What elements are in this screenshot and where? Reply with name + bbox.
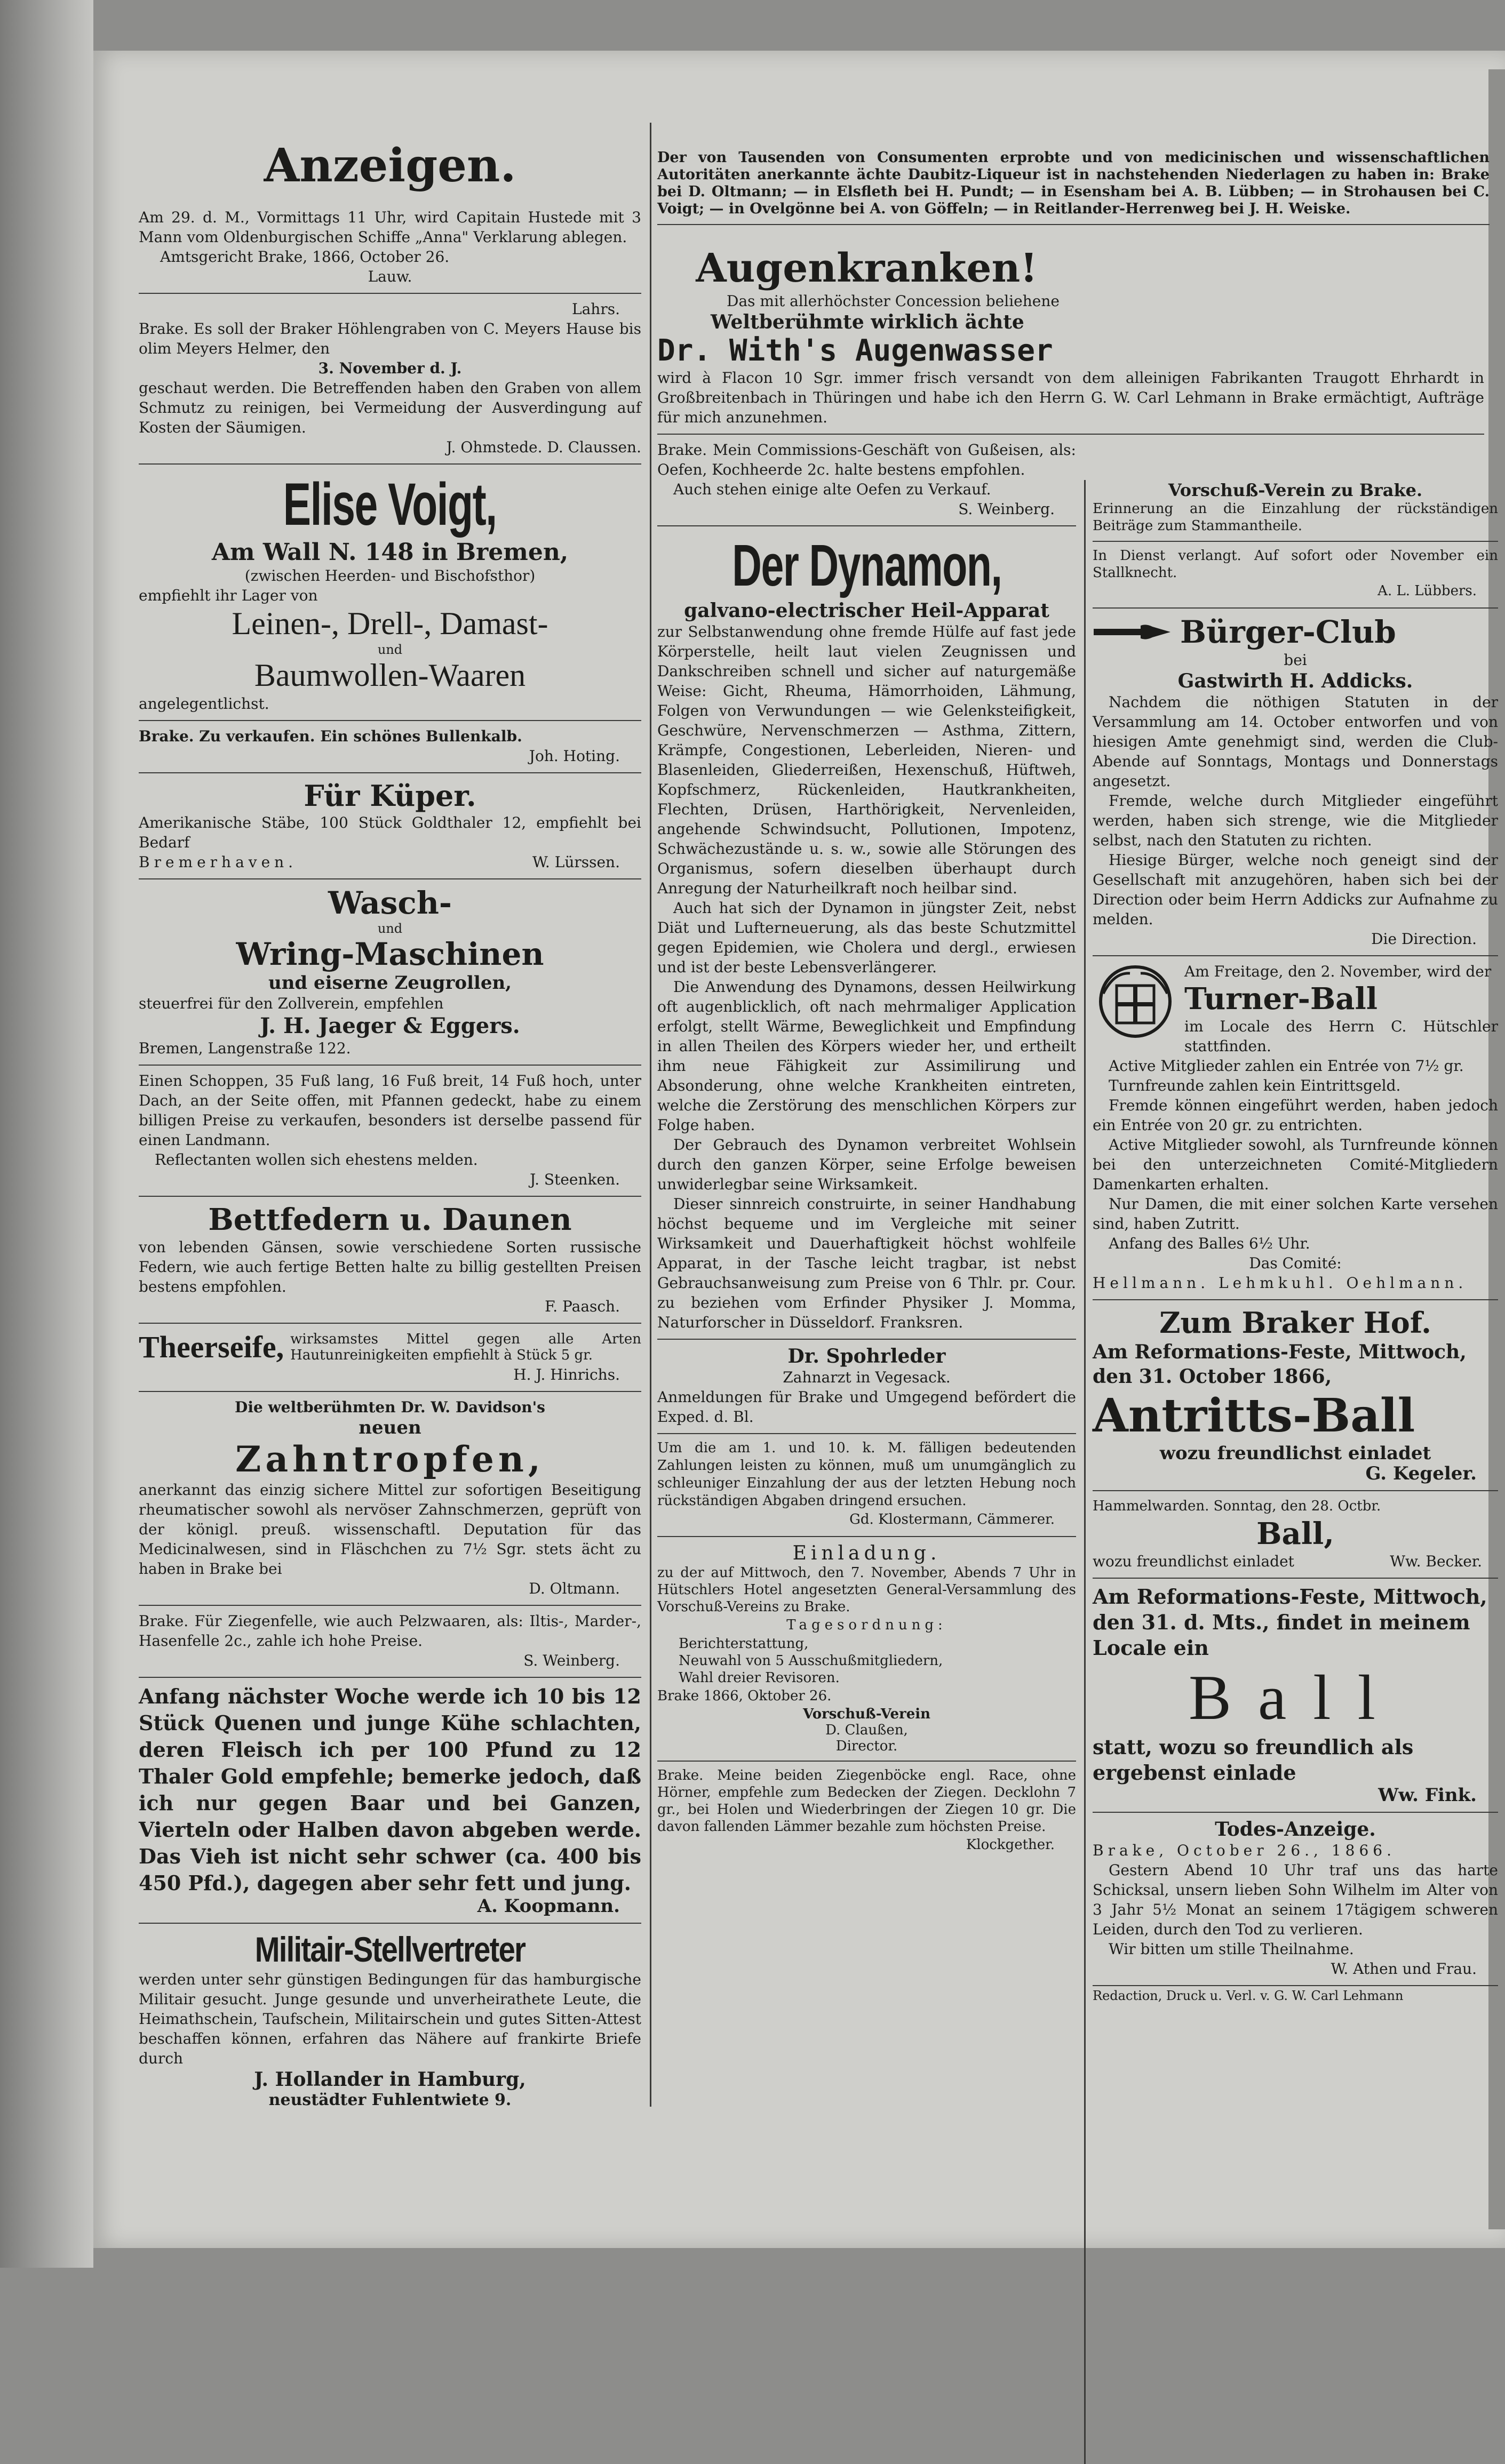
ad-text: Am 29. d. M., Vormittags 11 Uhr, wird Capitain Hustede mit 3 Mann vom Oldenburgischen Schiffe „Anna" Verklarung ablegen. <box>139 209 641 246</box>
ad-heading: Bürger-Club <box>1180 614 1396 650</box>
ad-between: (zwischen Heerden- und Bischofsthor) <box>244 567 536 585</box>
ad-vorschuss-verein <box>1093 475 1498 542</box>
ad-dynamon <box>657 526 1076 1340</box>
ad-signature: Lauw. <box>368 268 412 285</box>
ad-firm: J. Hollander in Hamburg, <box>254 2068 526 2091</box>
ad-signature: Ww. Fink. <box>1378 1785 1477 1806</box>
column-rule-2 <box>1084 480 1086 2464</box>
ad-signature: Die Direction. <box>1371 930 1477 948</box>
ad-buerger-club <box>1093 609 1498 956</box>
ad-heading: Für Küper. <box>304 779 476 813</box>
ad-closing: angelegentlichst. <box>139 695 269 713</box>
ad-text: Brake. Mein Commissions-Geschäft von Gußeisen, als: Oefen, Kochheerde 2c. halte bestens empfohlen. <box>657 441 1076 478</box>
ad-line-4: steuerfrei für den Zollverein, empfehlen <box>139 995 444 1012</box>
ad-line-3: und eiserne Zeugrollen, <box>268 972 512 994</box>
ad-paragraph-3: Turnfreunde zahlen kein Eintrittsgeld. <box>1109 1077 1401 1094</box>
ad-neuen: neuen <box>359 1417 421 1438</box>
column-1 <box>139 80 641 2116</box>
ad-heading: Der Dynamon, <box>731 533 1002 598</box>
ad-heading: Bettfedern u. Daunen <box>208 1202 572 1237</box>
ad-signature: S. Weinberg. <box>958 500 1055 518</box>
ad-paragraph-7: Anfang des Balles 6½ Uhr. <box>1109 1235 1310 1252</box>
ad-place: Bremerhaven. <box>139 853 298 871</box>
ad-text: Amerikanische Stäbe, 100 Stück Goldthaler 12, empfiehlt bei Bedarf <box>139 814 641 851</box>
ad-agenda-item: Berichterstattung, <box>679 1636 809 1652</box>
ad-text-2: Wir bitten um stille Theilnahme. <box>1109 1940 1354 1958</box>
ad-host: Gastwirth H. Addicks. <box>1177 670 1413 692</box>
ad-turner-ball <box>1093 956 1498 1300</box>
ad-line-2: Weltberühmte wirklich ächte <box>711 311 1024 333</box>
ad-role: Director. <box>835 1738 898 1754</box>
ad-waschmaschinen <box>139 879 641 1066</box>
ad-todes-anzeige <box>1093 1813 1498 1986</box>
ad-line-2: Wring-Maschinen <box>236 936 544 972</box>
ad-paragraph-1: Nachdem die nöthigen Statuten in der Versammlung am 14. October entworfen und von hiesigen Amte genehmigt sind, werden die Club-Abende auf Sonntags, Montags und Donnerstags angesetzt. <box>1093 693 1498 790</box>
ad-intro: empfiehlt ihr Lager von <box>139 587 318 604</box>
ad-paragraph-6: Nur Damen, die mit einer solchen Karte versehen sind, haben Zutritt. <box>1093 1195 1498 1233</box>
ad-paragraph-4: Der Gebrauch des Dynamon verbreitet Wohlsein durch den ganzen Körper, seine Erfolge beweisen unwiderlegbar seine Wirksamkeit. <box>657 1136 1076 1193</box>
ad-intro: Die weltberühmten Dr. W. Davidson's <box>235 1398 545 1416</box>
ad-address: neustädter Fuhlentwiete 9. <box>268 2091 512 2109</box>
ad-paragraph-3: Die Anwendung des Dynamons, dessen Heilwirkung oft augenblicklich, oft nach mehrmaliger Application erfolgt, stellt Wärme, Beweglichkeit und Empfindung in allen Theilen des Körpers wieder her, und ertheilt ihm neue Fähigkeit zur Assimilirung und Absonderung, ohne welche Krankheiten eintreten, welche die Zerstörung des menschlichen Körpers zur Folge haben. <box>657 978 1076 1134</box>
ad-bullenkalb <box>139 721 641 773</box>
ad-line-1: Am Reformations-Feste, Mittwoch, den 31. October 1866, <box>1093 1341 1467 1388</box>
ad-firm: J. H. Jaeger & Eggers. <box>260 1013 520 1038</box>
ad-text: im Locale des Herrn C. Hütschler stattfinden. <box>1184 1018 1498 1055</box>
ad-person: D. Claußen, <box>825 1722 908 1738</box>
ad-text: Erinnerung an die Einzahlung der rückständigen Beiträge zum Stammantheile. <box>1093 501 1498 534</box>
ad-name: Elise Voigt, <box>283 471 497 538</box>
ad-text: anerkannt das einzig sichere Mittel zur sofortigen Beseitigung rheumatischer sowohl als nervöser Zahnschmerzen, geprüft von der königl. preuß. wissenschaftl. Deputation für das Medicinalwesen, sind in Fläschchen zu 7½ Sgr. stets ächt zu haben in Brake bei <box>139 1481 641 1578</box>
ad-line-3: Dr. With's Augenwasser <box>657 333 1053 368</box>
ad-militair <box>139 1924 641 2116</box>
ad-felle <box>139 1606 641 1678</box>
ad-signature: Ww. Becker. <box>1390 1553 1482 1570</box>
ad-signature: F. Paasch. <box>545 1298 620 1315</box>
ad-heading: Vorschuß-Verein zu Brake. <box>1168 480 1423 500</box>
ad-und: und <box>377 921 403 936</box>
ad-text-2: Reflectanten wollen sich ehestens melden. <box>155 1151 478 1169</box>
ad-line-1: Am Reformations-Feste, Mittwoch, den 31. d. Mts., findet in meinem Locale ein <box>1093 1585 1487 1660</box>
ad-signatures: J. Ohmstede. D. Claussen. <box>446 438 641 456</box>
ad-text-2: geschaut werden. Die Betreffenden haben den Graben von allem Schmutz zu reinigen, bei Vermeidung der Ausverdingung auf Kosten der Säumigen. <box>139 379 641 436</box>
ad-spohrleder <box>657 1340 1076 1434</box>
ad-signature: Joh. Hoting. <box>529 747 620 765</box>
ad-heading: Einladung. <box>792 1542 941 1564</box>
column-3 <box>1093 475 1498 2006</box>
ad-text: Brake. Es soll der Braker Höhlengraben von C. Meyers Hause bis olim Meyers Helmer, den <box>139 320 641 357</box>
ad-text: Brake. Meine beiden Ziegenböcke engl. Race, ohne Hörner, empfehle zum Bedecken der Ziegen. Decklohn 7 gr., bei Holen und Wiederbringen der Ziegen 10 gr. Die davon fallenden Lämmer bezahle zum höchsten Preise. <box>657 1767 1076 1835</box>
ad-line-1: Wasch- <box>328 885 452 921</box>
ad-zahlungen <box>657 1434 1076 1537</box>
ad-ziegenboecke <box>657 1762 1076 1861</box>
ad-signature: Gd. Klostermann, Cämmerer. <box>849 1511 1055 1527</box>
ad-einladung <box>657 1537 1076 1762</box>
ad-names: Hellmann. Lehmkuhl. Oehlmann. <box>1093 1274 1468 1292</box>
book-binding-edge <box>0 0 93 2268</box>
ad-sub: Zahnarzt in Vegesack. <box>783 1369 951 1386</box>
ad-text: Anmeldungen für Brake und Umgegend befördert die Exped. d. Bl. <box>657 1388 1076 1426</box>
pointing-hand-icon <box>1093 621 1173 643</box>
ad-paragraph-5: Active Mitglieder sowohl, als Turnfreunde können bei den unterzeichneten Comité-Mitgliedern Damenkarten erhalten. <box>1093 1136 1498 1193</box>
ad-label: Lahrs. <box>572 300 620 318</box>
section-heading: Anzeigen. <box>264 139 516 193</box>
ad-signature: H. J. Hinrichs. <box>513 1366 620 1383</box>
ad-line-2: wozu freundlichst einladet <box>1159 1443 1431 1464</box>
ad-subheading: galvano-electrischer Heil-Apparat <box>684 599 1049 622</box>
ad-paragraph-2: Fremde, welche durch Mitglieder eingeführt werden, haben sich strenge, wie die Mitglieder selbst, nach den Statuten zu richten. <box>1093 792 1498 849</box>
ad-heading-2: Antritts-Ball <box>1093 1389 1415 1443</box>
ad-fink <box>1093 1579 1498 1813</box>
ad-text: Anfang nächster Woche werde ich 10 bis 12 Stück Quenen und junge Kühe schlachten, deren Fleisch ich per 100 Pfund zu 12 Thaler Gold empfehle; bemerke jedoch, daß ich nur gegen Baar und bei Ganzen, Vierteln oder Halben davon abgeben werde. Das Vieh ist nicht sehr schwer (ca. 400 bis 450 Pfd.), dagegen aber sehr fett und jung. <box>139 1684 641 1895</box>
ad-bettfedern <box>139 1197 641 1324</box>
ad-hammelwarden <box>1093 1491 1498 1579</box>
ad-text: zu der auf Mittwoch, den 7. November, Abends 7 Uhr in Hütschlers Hotel angesetzten General-Versammlung des Vorschuß-Vereins zu Brake. <box>657 1565 1076 1615</box>
ad-signature: S. Weinberg. <box>523 1652 620 1669</box>
ad-heading: Ball, <box>1256 1516 1334 1551</box>
ad-paragraph-5: Dieser sinnreich construirte, in seiner Handhabung höchst bequeme und im Vergleiche mit seiner Wirksamkeit und Dauerhaftigkeit höchst wohlfeile Apparat, in der Tasche leicht tragbar, ist nebst Gebrauchsanweisung zum Preise von 6 Thlr. pr. Cour. zu beziehen vom Erfinder Physiker J. Momma, Naturforscher in Düsseldorf. Franksren. <box>657 1195 1076 1331</box>
ad-signature: D. Oltmann. <box>529 1580 620 1597</box>
ad-address: Am Wall N. 148 in Bremen, <box>211 539 569 566</box>
ad-line-1: Leinen-, Drell-, Damast- <box>232 606 548 641</box>
column-rule-1 <box>650 123 651 2107</box>
ad-address: Bremen, Langenstraße 122. <box>139 1039 351 1057</box>
ad-agenda-title: Tagesordnung: <box>786 1617 947 1633</box>
ad-heading: Todes-Anzeige. <box>1215 1818 1376 1841</box>
ad-bei: bei <box>1284 651 1307 669</box>
ad-daubitz-liqueur <box>657 80 1490 225</box>
ad-lahrs <box>139 294 641 465</box>
ad-zahntropfen <box>139 1392 641 1606</box>
ad-text: Um die am 1. und 10. k. M. fälligen bedeutenden Zahlungen leisten zu können, muß um unumgänglich zu schleuniger Einzahlung der aus der letzten Hebung noch rückständigen Abgaben dringend ersuchen. <box>657 1440 1076 1509</box>
ad-signature: Klockgether. <box>966 1837 1055 1853</box>
ad-heading: Militair-Stellvertreter <box>254 1930 525 1969</box>
ad-agenda-item: Neuwahl von 5 Ausschußmitgliedern, <box>679 1653 943 1669</box>
ad-text: werden unter sehr günstigen Bedingungen für das hamburgische Militair gesucht. Junge gesunde und unverheirathete Leute, die Heimathschein, Taufschein, Militairschein und gutes Sitten-Attest beschaffen können, erfahren das Nähere auf frankirte Briefe durch <box>139 1971 641 2067</box>
ad-heading: Dr. Spohrleder <box>787 1345 946 1367</box>
ad-line-1: Hammelwarden. Sonntag, den 28. Octbr. <box>1093 1498 1381 1514</box>
ad-theerseife <box>139 1324 641 1392</box>
ad-koopmann <box>139 1678 641 1924</box>
ad-paragraph-1: zur Selbstanwendung ohne fremde Hülfe auf fast jede Körperstelle, heilt laut vielen Zeugnissen und Dankschreiben schnell und sicher auf naturgemäße Weise: Gicht, Rheuma, Hämorrhoiden, Lähmung, Folgen von Verwundungen — wie Gelenksteifigkeit, Geschwüre, Nervenschmerzen — Asthma, Zittern, Krämpfe, Congestionen, Leberleiden, Nieren- und Blasenleiden, Gliederreißen, Hexenschuß, Hüftweh, Kopfschmerz, Rückenleiden, Hautkrankheiten, Flechten, Drüsen, Harthörigkeit, Nervenleiden, angehende Schwindsucht, Pollutionen, Impotenz, Schwächezustände u. s. w., sowie alle Störungen des Organismus, sofern dieselben überhaupt durch Anregung der Naturheilkraft noch heilbar sind. <box>657 623 1076 897</box>
ad-amtsgericht <box>139 202 641 294</box>
ad-heading: Augenkranken! <box>696 245 1038 291</box>
ad-text: wirksamstes Mittel gegen alle Arten Hautunreinigkeiten empfiehlt à Stück 5 gr. <box>290 1331 641 1363</box>
ad-signature: A. L. Lübbers. <box>1377 583 1477 599</box>
ad-line-1: Das mit allerhöchster Concession beliehene <box>727 292 1060 310</box>
ad-text: von lebenden Gänsen, sowie verschiedene Sorten russische Federn, wie auch fertige Betten halte zu billig gestellten Preisen bestens empfohlen. <box>139 1238 641 1295</box>
ad-heading: Theerseife, <box>139 1330 284 1364</box>
ad-heading: Turner-Ball <box>1184 981 1378 1017</box>
ad-commission <box>657 435 1076 526</box>
ad-dienst <box>1093 542 1498 609</box>
ad-agenda-item: Wahl dreier Revisoren. <box>679 1670 840 1686</box>
ad-line-2: Baumwollen-Waaren <box>254 658 526 693</box>
ad-text: Einen Schoppen, 35 Fuß lang, 16 Fuß breit, 14 Fuß hoch, unter Dach, an der Seite offen, mit Pfannen gedeckt, habe zu einem billigen Preise zu verkaufen, besonders ist derselbe passend für einen Landmann. <box>139 1072 641 1149</box>
ad-signature: W. Athen und Frau. <box>1331 1960 1477 1978</box>
ad-elise-voigt <box>139 465 641 721</box>
ad-text-2: Auch stehen einige alte Oefen zu Verkauf. <box>673 481 991 498</box>
ad-place-date: Amtsgericht Brake, 1866, October 26. <box>160 248 450 266</box>
ad-place-date: Brake 1866, Oktober 26. <box>657 1688 832 1704</box>
ad-paragraph-4: Fremde können eingeführt werden, haben jedoch ein Entrée von 20 gr. zu entrichten. <box>1093 1097 1498 1134</box>
ad-org: Vorschuß-Verein <box>802 1706 931 1722</box>
ad-text: Gestern Abend 10 Uhr traf uns das harte Schicksal, unsern lieben Sohn Wilhelm im Alter von 3 Jahr 5½ Monat an seinem 17tägigem schweren Leiden, durch den Tod zu verlieren. <box>1093 1861 1498 1938</box>
ad-signature: W. Lürssen. <box>532 853 620 871</box>
ad-kueper <box>139 773 641 879</box>
ad-paragraph-2: Active Mitglieder zahlen ein Entrée von 7½ gr. <box>1109 1057 1464 1075</box>
ad-date: 3. November d. J. <box>318 359 462 377</box>
ad-signature: A. Koopmann. <box>477 1895 620 1917</box>
ad-text: Brake. Zu verkaufen. Ein schönes Bullenkalb. <box>139 727 522 745</box>
turner-emblem-icon <box>1093 962 1178 1042</box>
ad-text: wird à Flacon 10 Sgr. immer frisch versandt von dem alleinigen Fabrikanten Traugott Ehrhardt in Großbreitenbach in Thüringen und habe ich den Herrn G. W. Carl Lehmann in Brake ermächtigt, Aufträge für mich anzunehmen. <box>657 369 1484 426</box>
ad-heading: Zahntropfen, <box>235 1438 545 1480</box>
imprint: Redaction, Druck u. Verl. v. G. W. Carl Lehmann <box>1093 1988 1404 2003</box>
ad-intro: Am Freitage, den 2. November, wird der <box>1184 963 1492 980</box>
ad-braker-hof <box>1093 1300 1498 1491</box>
ad-place-date: Brake, October 26., 1866. <box>1093 1842 1396 1859</box>
ad-text: Brake. Für Ziegenfelle, wie auch Pelzwaaren, als: Iltis-, Marder-, Hasenfelle 2c., zahle ich hohe Preise. <box>139 1612 641 1650</box>
ad-signature: G. Kegeler. <box>1365 1463 1477 1484</box>
ad-heading: Ball <box>1189 1662 1402 1733</box>
ad-schoppen <box>139 1066 641 1197</box>
ad-und: und <box>377 642 403 657</box>
ad-signature: J. Steenken. <box>530 1171 620 1188</box>
ad-committee: Das Comité: <box>1249 1254 1342 1272</box>
ad-text: In Dienst verlangt. Auf sofort oder November ein Stallknecht. <box>1093 548 1498 581</box>
ad-paragraph-2: Auch hat sich der Dynamon in jüngster Zeit, nebst Diät und Lufterneuerung, als das beste Schutzmittel gegen Epidemien, wie Cholera und dergl., erwiesen und ist der beste Lebensverlängerer. <box>657 899 1076 976</box>
ad-augenwasser <box>657 240 1484 435</box>
ad-line-2: statt, wozu so freundlich als ergebenst einlade <box>1093 1735 1414 1785</box>
ad-paragraph-3: Hiesige Bürger, welche noch geneigt sind der Gesellschaft mit anzugehören, haben sich bei der Direction oder beim Herrn Addicks zur Aufnahme zu melden. <box>1093 851 1498 928</box>
column-2 <box>657 80 1490 225</box>
ad-text: Der von Tausenden von Consumenten erprobte und von medicinischen und wissenschaftlichen Autoritäten anerkannte ächte Daubitz-Liqueur ist in nachstehenden Niederlagen zu haben in: Brake bei D. Oltmann; — in Elsfleth bei H. Pundt; — in Esensham bei A. B. Lübben; — in Strohausen bei C. Voigt; — in Ovelgönne bei A. von Göffeln; — in Reitlander-Herrenweg bei J. H. Weiske. <box>657 149 1490 217</box>
ad-line-2: wozu freundlichst einladet <box>1093 1553 1294 1570</box>
ad-heading: Zum Braker Hof. <box>1159 1306 1431 1340</box>
